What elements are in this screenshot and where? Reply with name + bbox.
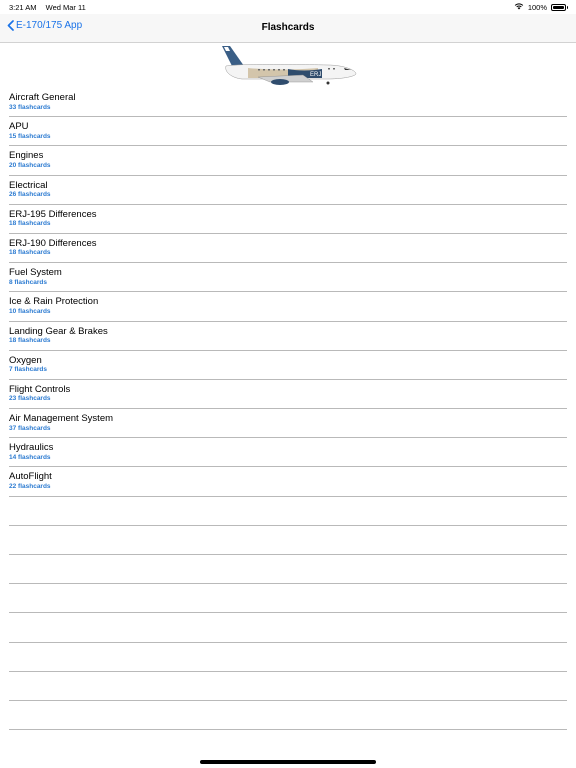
item-title: Landing Gear & Brakes xyxy=(9,325,108,337)
battery-percent: 100% xyxy=(527,2,547,12)
tail-text: ERJ xyxy=(310,72,322,78)
item-title: Engines xyxy=(9,150,44,162)
status-bar xyxy=(0,0,576,14)
wifi-icon xyxy=(514,2,524,12)
item-title: APU xyxy=(9,121,29,133)
page-title: Flashcards xyxy=(261,22,315,33)
list-item[interactable] xyxy=(9,322,567,351)
item-count: 20 flashcards xyxy=(9,161,51,169)
flashcard-list xyxy=(9,88,567,730)
list-item[interactable] xyxy=(9,117,567,146)
item-title: Electrical xyxy=(9,179,48,191)
item-count: 18 flashcards xyxy=(9,249,51,257)
list-item[interactable] xyxy=(9,263,567,292)
list-item[interactable] xyxy=(9,88,567,117)
item-count: 18 flashcards xyxy=(9,220,51,228)
empty-row xyxy=(9,526,567,555)
item-count: 14 flashcards xyxy=(9,453,51,461)
status-time: 3:21 AM xyxy=(9,3,37,12)
back-button-label: E-170/175 App xyxy=(16,20,83,31)
item-title: Ice & Rain Protection xyxy=(9,296,99,308)
item-title: Flight Controls xyxy=(9,383,71,395)
item-count: 8 flashcards xyxy=(9,278,47,286)
item-count: 10 flashcards xyxy=(9,307,51,315)
list-item[interactable] xyxy=(9,146,567,175)
status-left xyxy=(9,3,93,12)
list-item[interactable] xyxy=(9,467,567,496)
item-count: 23 flashcards xyxy=(9,395,51,403)
item-count: 18 flashcards xyxy=(9,337,51,344)
list-item[interactable] xyxy=(9,380,567,409)
list-item[interactable] xyxy=(9,351,567,380)
list-item[interactable] xyxy=(9,234,567,263)
item-count: 33 flashcards xyxy=(9,103,51,111)
item-count: 15 flashcards xyxy=(9,132,51,140)
status-date: Wed Mar 11 xyxy=(45,3,86,12)
empty-row xyxy=(9,701,567,730)
item-count: 7 flashcards xyxy=(9,366,47,374)
empty-row xyxy=(9,584,567,613)
empty-row xyxy=(9,555,567,584)
item-title: Hydraulics xyxy=(9,442,54,454)
status-right xyxy=(514,2,566,12)
item-title: Air Management System xyxy=(9,413,114,425)
empty-row xyxy=(9,613,567,642)
item-title: AutoFlight xyxy=(9,471,52,483)
item-count: 22 flashcards xyxy=(9,482,51,490)
list-item[interactable] xyxy=(9,205,567,234)
item-count: 37 flashcards xyxy=(9,424,51,432)
item-count: 26 flashcards xyxy=(9,191,51,199)
aircraft-image xyxy=(218,44,358,86)
list-item[interactable] xyxy=(9,292,567,321)
navigation-bar xyxy=(0,14,576,43)
item-title: ERJ-195 Differences xyxy=(9,208,97,220)
empty-row xyxy=(9,643,567,672)
battery-fill xyxy=(553,6,564,9)
list-item[interactable] xyxy=(9,409,567,438)
item-title: Aircraft General xyxy=(9,92,76,103)
item-title: Oxygen xyxy=(9,354,42,366)
list-item[interactable] xyxy=(9,176,567,205)
battery-icon xyxy=(551,4,566,11)
empty-row xyxy=(9,497,567,526)
item-title: Fuel System xyxy=(9,267,62,279)
list-item[interactable] xyxy=(9,438,567,467)
empty-row xyxy=(9,672,567,701)
home-indicator[interactable] xyxy=(200,760,376,764)
item-title: ERJ-190 Differences xyxy=(9,237,97,249)
